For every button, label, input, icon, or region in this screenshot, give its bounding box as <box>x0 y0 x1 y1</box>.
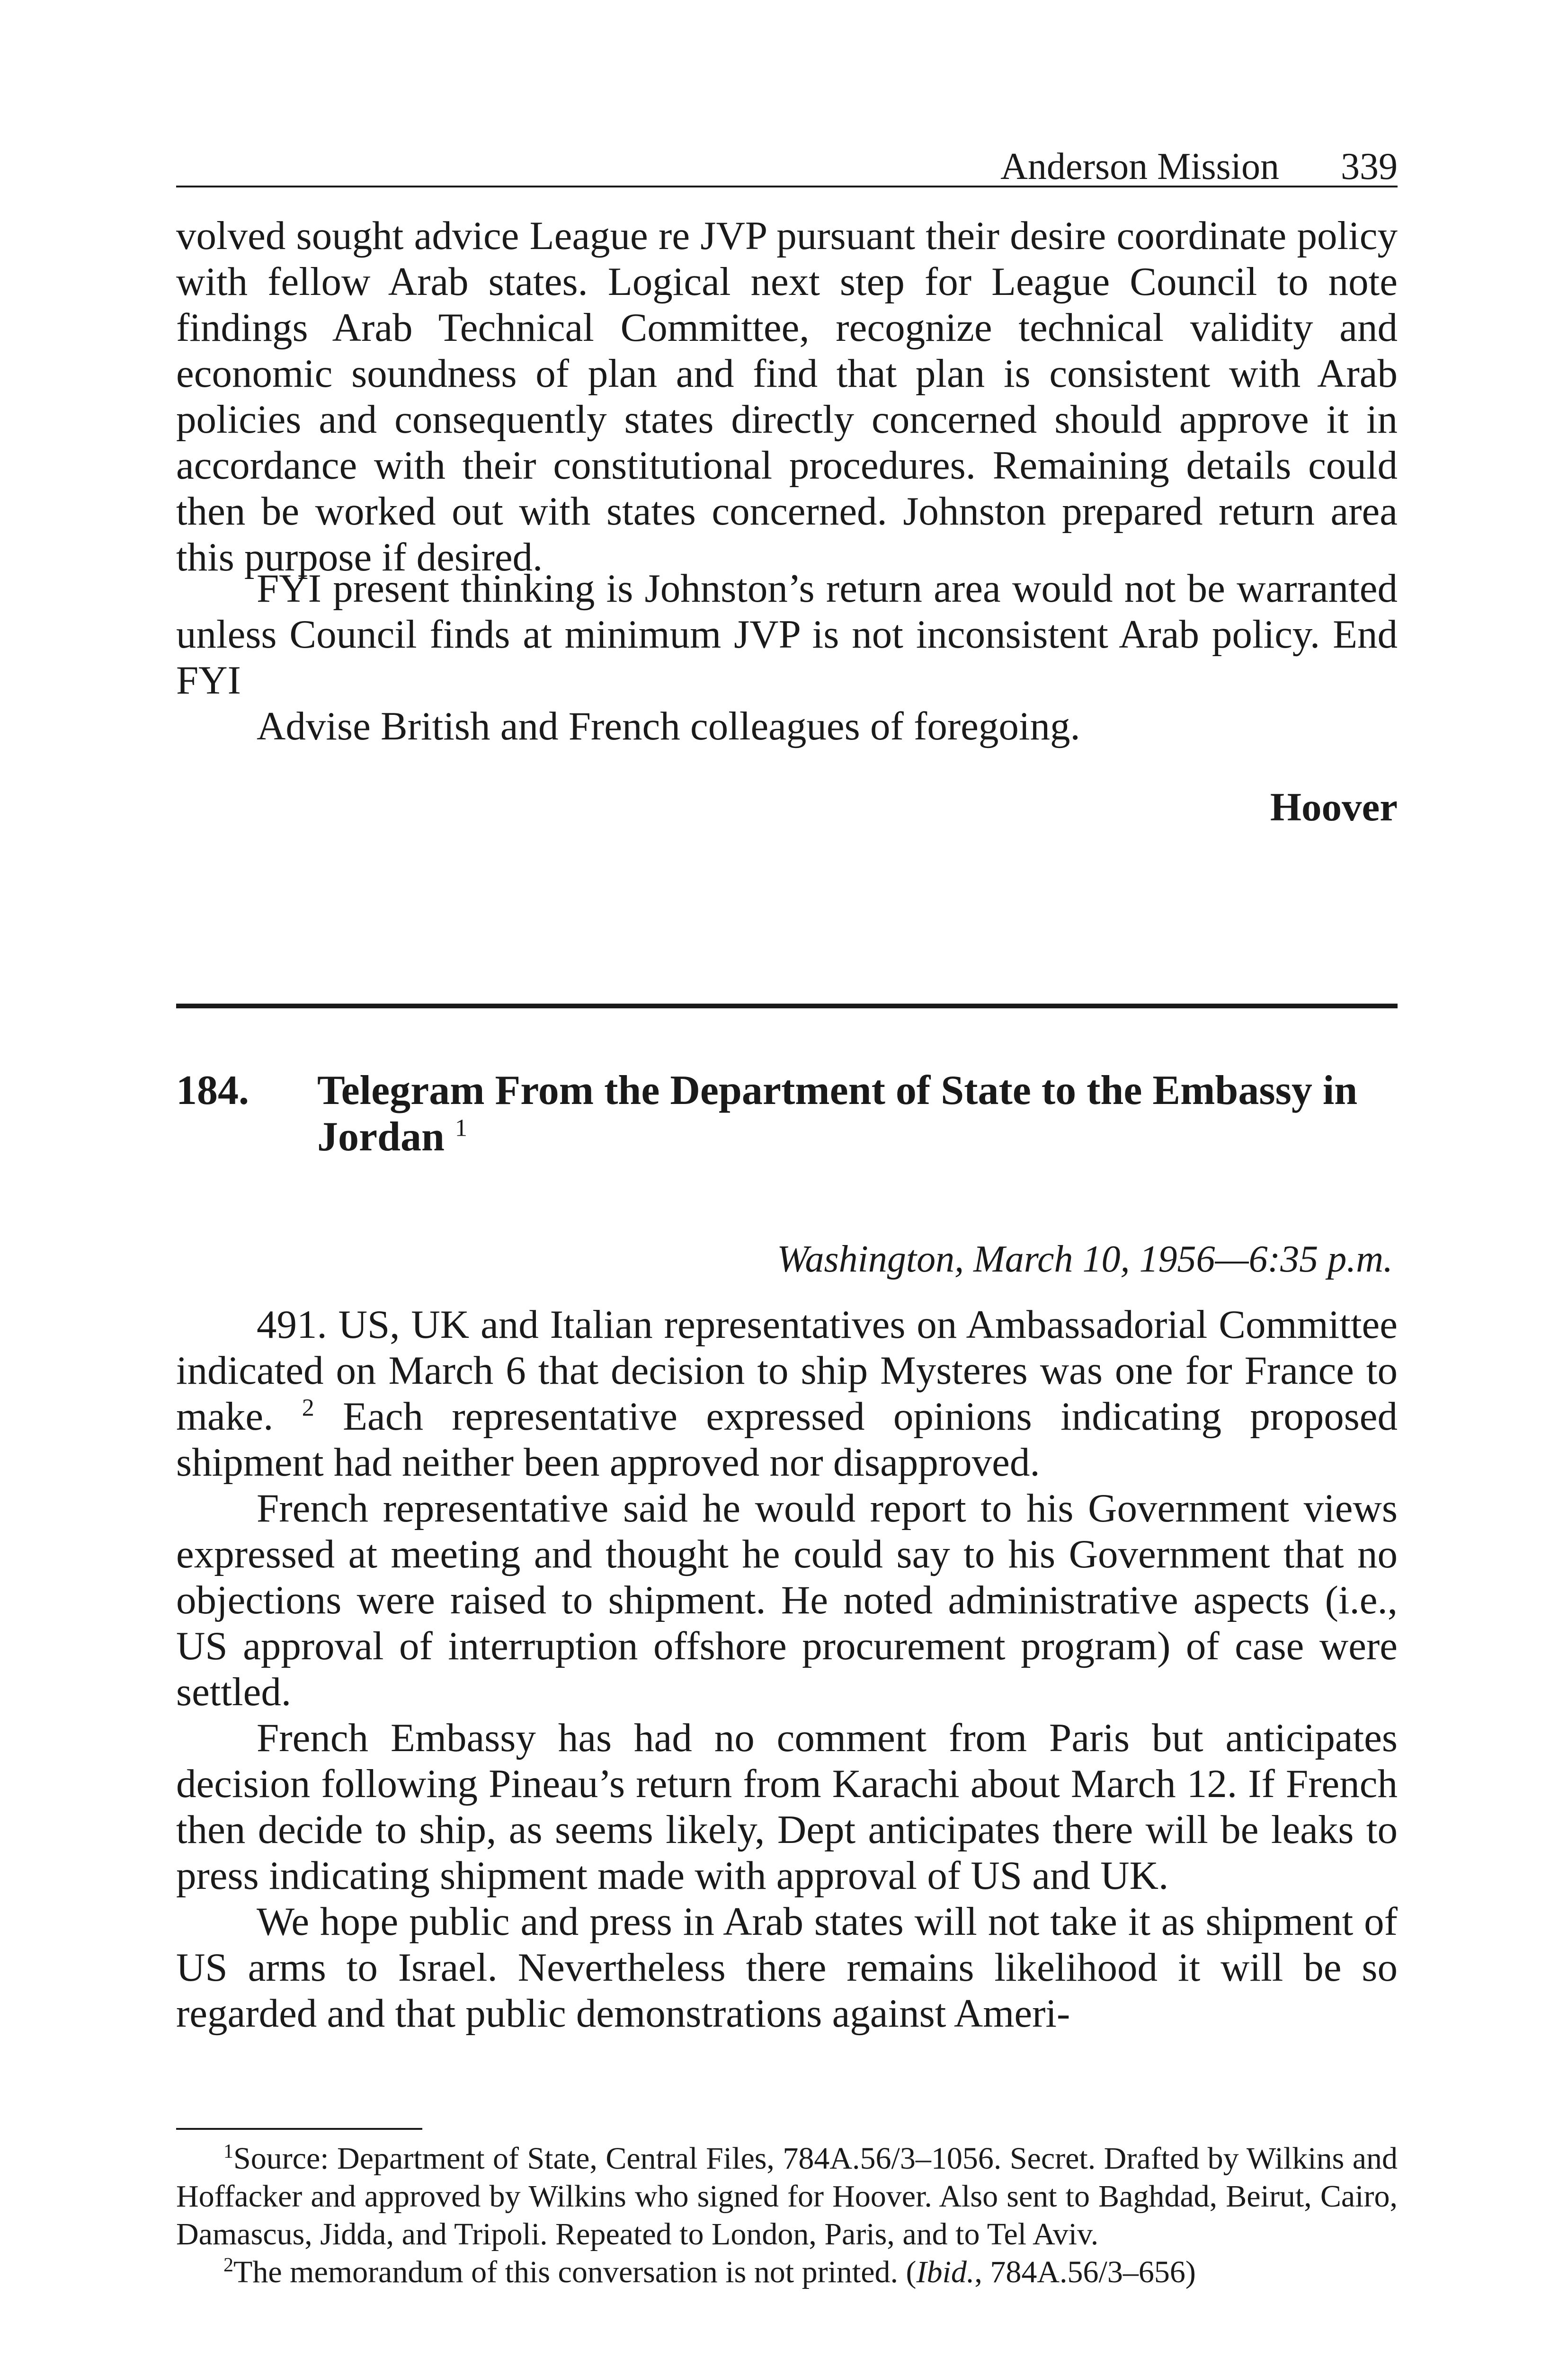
footnotes <box>176 2140 1398 2291</box>
document-page <box>176 0 1398 2367</box>
telegram-p1-part1: 491. US, UK and Italian representatives on Ambassadorial Committee indicated on March 6 that decision to ship Mysteres was one for France to make. <box>176 1302 1398 1439</box>
document-title <box>317 1068 1398 1160</box>
telegram-body <box>176 1302 1398 2037</box>
running-head-title: Anderson Mission <box>1000 146 1279 187</box>
footnote-1 <box>176 2140 1398 2253</box>
footnote-1-marker: 1 <box>223 2141 233 2162</box>
footnote-2-text-before: The memorandum of this conversation is not printed. ( <box>233 2255 917 2289</box>
advise-line: Advise British and French colleagues of foregoing. <box>257 704 1080 748</box>
telegram-paragraph-3: French Embassy has had no comment from Paris but anticipates decision following Pineau’s return from Karachi about March 12. If French then decide to ship, as seems likely, Dept anticipates there will be leaks to press indicating shipment made with approval of US and UK. <box>176 1716 1398 1898</box>
signature: Hoover <box>1270 785 1398 829</box>
footnote-2 <box>176 2253 1398 2291</box>
telegram-paragraph-4: We hope public and press in Arab states will not take it as shipment of US arms to Israel. Nevertheless there remains likelihood it will be so regarded and that public demonstrations against Ameri- <box>176 1899 1398 2036</box>
footnote-2-text-after: , 784A.56/3–656) <box>974 2255 1196 2289</box>
footnote-2-ibid: Ibid. <box>916 2255 975 2289</box>
footnote-1-text: Source: Department of State, Central Files, 784A.56/3–1056. Secret. Drafted by Wilkins and Hoffacker and approved by Wilkins who signed for Hoover. Also sent to Baghdad, Beirut, Cairo, Damascus, Jidda, and Tripoli. Repeated to London, Paris, and to Tel Aviv. <box>176 2141 1398 2251</box>
telegram-p1-part2: Each representative expressed opinions indicating proposed shipment had neither been approved nor disapproved. <box>176 1394 1398 1485</box>
running-head <box>176 138 1398 187</box>
page-number: 339 <box>1341 146 1398 187</box>
footnote-ref-2[interactable]: 2 <box>302 1394 314 1422</box>
telegram-paragraph-1 <box>176 1302 1398 1486</box>
footnote-ref-1[interactable]: 1 <box>454 1114 467 1142</box>
document-number: 184. <box>176 1068 249 1113</box>
continued-paragraph: volved sought advice League re JVP pursuant their desire coordinate policy with fellow Arab states. Logical next step for League Council to note findings Arab Technical Committee, recognize technical validity and economic soundness of plan and find that plan is consistent with Arab policies and consequently states directly concerned should approve it in accordance with their constitutional procedures. Remaining details could then be worked out with states concerned. Johnston prepared return area this purpose if desired. <box>176 214 1398 579</box>
fyi-block <box>176 566 1398 749</box>
fyi-paragraph: FYI present thinking is Johnston’s return area would not be warranted unless Council finds at minimum JVP is not inconsistent Arab policy. End FYI <box>176 566 1398 703</box>
section-divider <box>176 1004 1398 1008</box>
footnote-2-marker: 2 <box>223 2254 233 2276</box>
telegram-paragraph-2: French representative said he would report to his Government views expressed at meeting and thought he could say to his Government that no objections were raised to shipment. He noted administrative aspects (i.e., US approval of interruption offshore procurement program) of case were settled. <box>176 1486 1398 1714</box>
document-title-text: Telegram From the Department of State to the Embassy in Jordan <box>317 1068 1358 1160</box>
footnote-rule <box>176 2128 422 2130</box>
dateline: Washington, March 10, 1956—6:35 p.m. <box>777 1238 1393 1280</box>
